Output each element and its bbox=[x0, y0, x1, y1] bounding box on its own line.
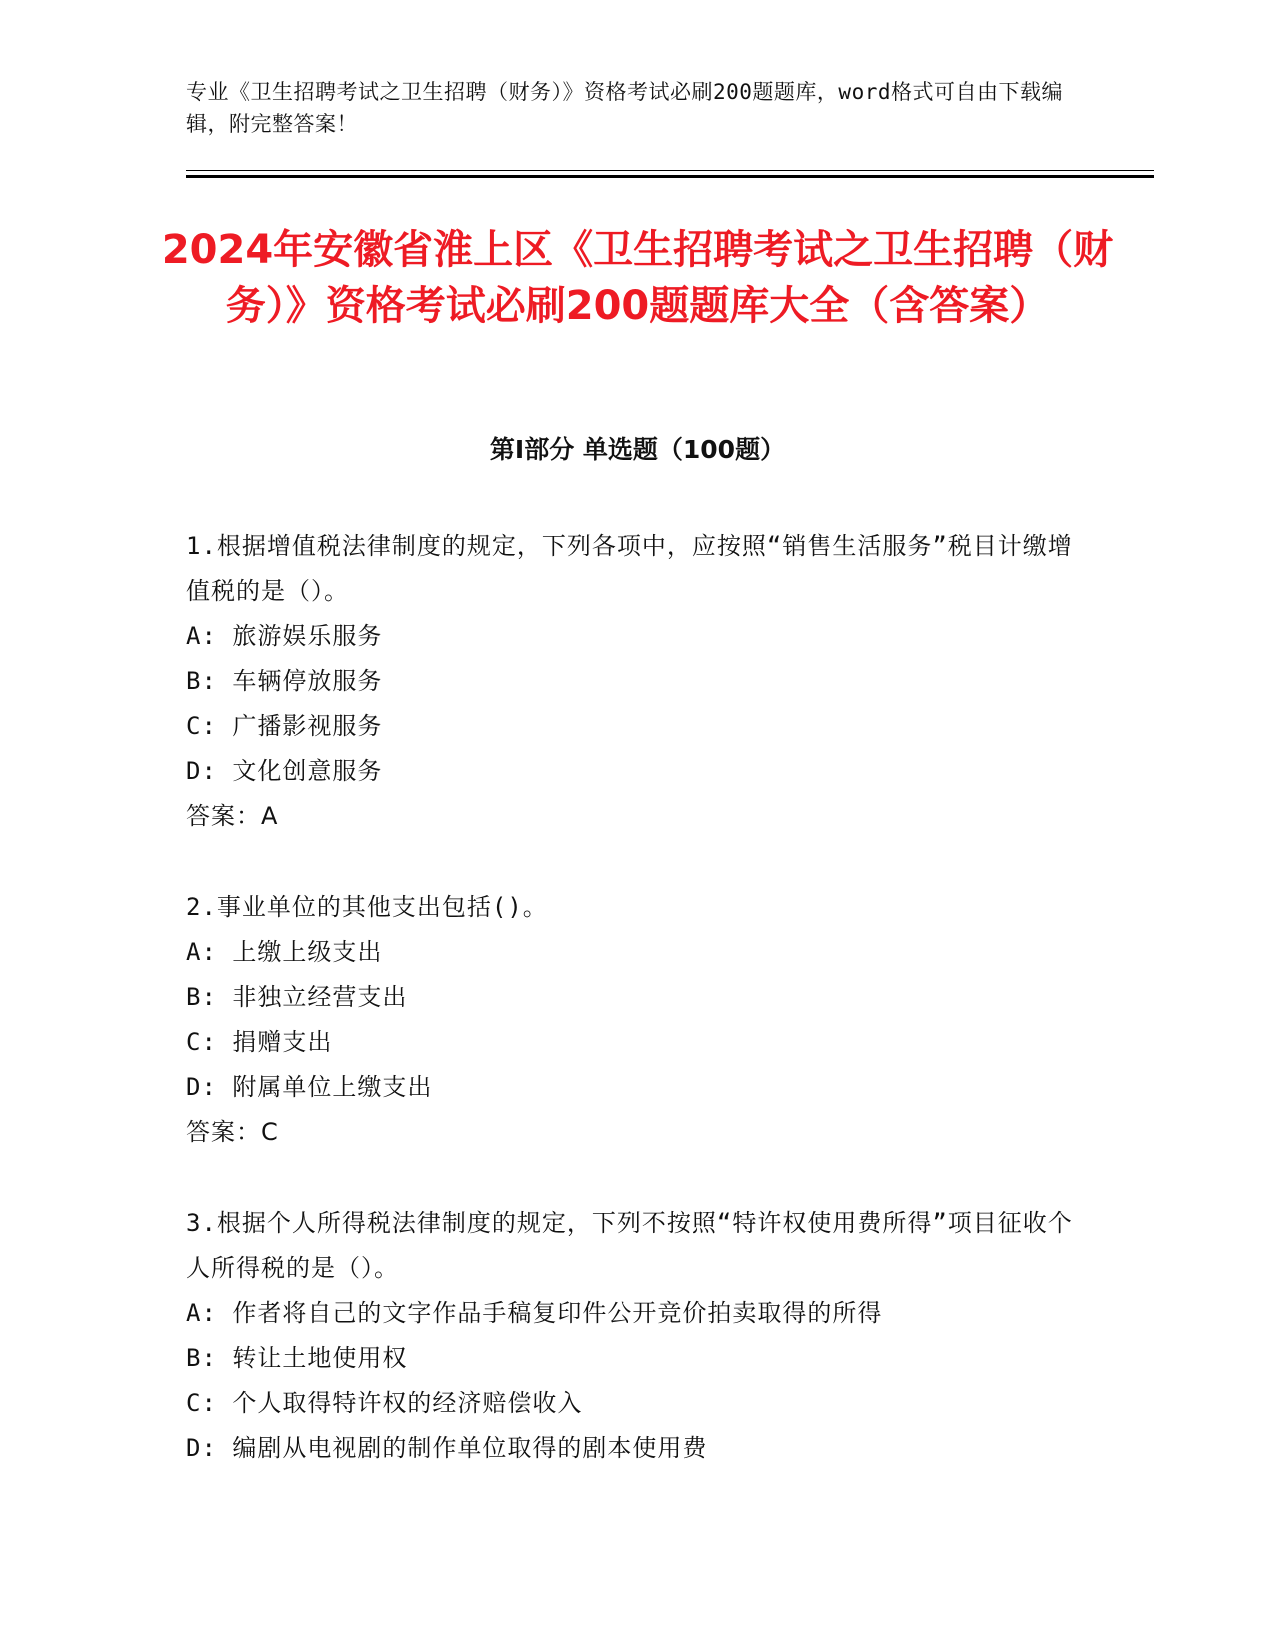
header-divider-thin bbox=[186, 170, 1154, 171]
option-d: D: 附属单位上缴支出 bbox=[186, 1073, 433, 1101]
section-heading: 第I部分 单选题（100题） bbox=[489, 435, 786, 464]
answer-line: 答案：A bbox=[186, 802, 279, 830]
question-1 bbox=[186, 524, 1076, 839]
option-c: C: 广播影视服务 bbox=[186, 712, 383, 740]
answer-line: 答案：C bbox=[186, 1118, 279, 1146]
option-d: D: 编剧从电视剧的制作单位取得的剧本使用费 bbox=[186, 1434, 708, 1462]
option-a: A: 旅游娱乐服务 bbox=[186, 622, 383, 650]
document-title: 2024年安徽省淮上区《卫生招聘考试之卫生招聘（财务）》资格考试必刷200题题库大全（含答案） bbox=[161, 227, 1114, 329]
header-divider-thick bbox=[186, 175, 1154, 178]
question-2 bbox=[186, 885, 1076, 1155]
header-note: 专业《卫生招聘考试之卫生招聘（财务）》资格考试必刷200题题库，word格式可自由下载编辑，附完整答案！ bbox=[186, 80, 1063, 136]
option-b: B: 车辆停放服务 bbox=[186, 667, 383, 695]
question-stem: 3.根据个人所得税法律制度的规定，下列不按照“特许权使用费所得”项目征收个人所得税的是（）。 bbox=[186, 1209, 1073, 1282]
option-c: C: 个人取得特许权的经济赔偿收入 bbox=[186, 1389, 583, 1417]
option-a: A: 作者将自己的文字作品手稿复印件公开竞价拍卖取得的所得 bbox=[186, 1299, 883, 1327]
option-d: D: 文化创意服务 bbox=[186, 757, 383, 785]
question-stem: 2.事业单位的其他支出包括()。 bbox=[186, 893, 548, 921]
option-b: B: 转让土地使用权 bbox=[186, 1344, 408, 1372]
option-b: B: 非独立经营支出 bbox=[186, 983, 408, 1011]
question-3 bbox=[186, 1201, 1076, 1471]
question-stem: 1.根据增值税法律制度的规定，下列各项中，应按照“销售生活服务”税目计缴增值税的是（）。 bbox=[186, 532, 1073, 605]
question-list bbox=[186, 524, 1076, 1517]
option-a: A: 上缴上级支出 bbox=[186, 938, 383, 966]
option-c: C: 捐赠支出 bbox=[186, 1028, 333, 1056]
